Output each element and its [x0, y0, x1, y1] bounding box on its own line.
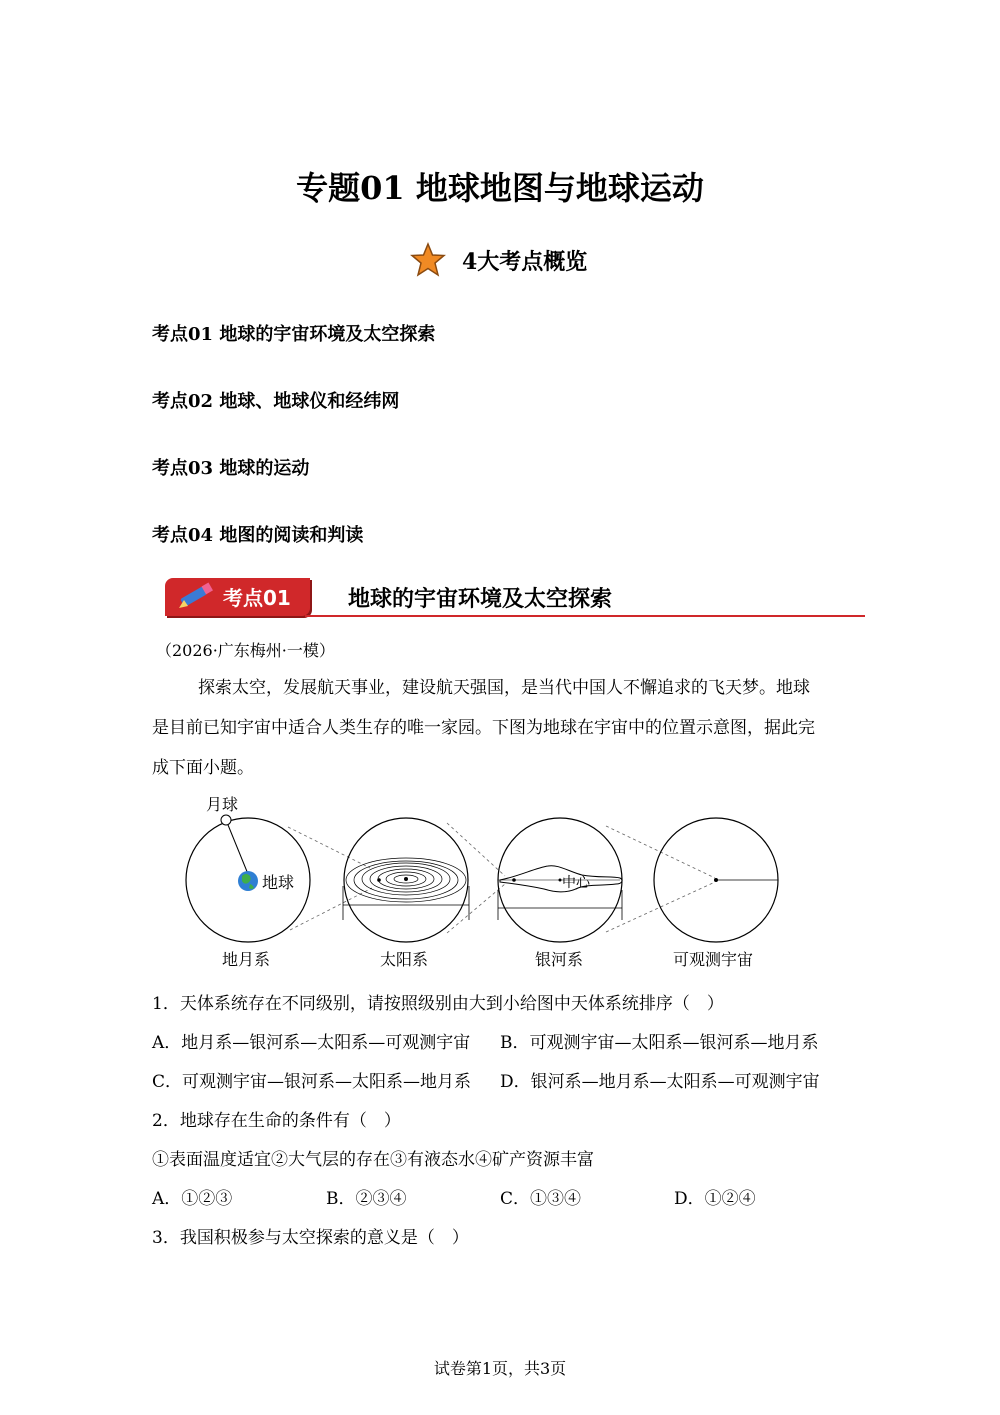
earth-label: 地球: [262, 873, 295, 892]
intro-line-1: 探索太空，发展航天事业，建设航天强国，是当代中国人不懈追求的飞天梦。地球: [198, 678, 810, 698]
intro-line-2: 是目前已知宇宙中适合人类生存的唯一家园。下图为地球在宇宙中的位置示意图，据此完: [152, 718, 815, 738]
question-2-option-a: A．①②③: [152, 1189, 233, 1209]
observable-universe: [654, 818, 778, 942]
overview-header: [410, 240, 587, 280]
question-1-option-d: D．银河系—地月系—太阳系—可观测宇宙: [500, 1072, 820, 1092]
question-source: （2026·广东梅州·一模）: [156, 641, 335, 660]
section-tag: [165, 578, 310, 616]
question-3-stem: 3．我国积极参与太空探索的意义是（ ）: [152, 1228, 469, 1248]
question-1-option-a: A．地月系—银河系—太阳系—可观测宇宙: [152, 1033, 471, 1053]
question-2-option-c: C．①③④: [500, 1189, 582, 1209]
question-2-items: ①表面温度适宜②大气层的存在③有液态水④矿产资源丰富: [152, 1150, 594, 1170]
question-2-option-b: B．②③④: [326, 1189, 407, 1209]
earth-position-diagram: [150, 790, 850, 975]
intro-paragraph: [152, 668, 852, 788]
moon-dot: [221, 815, 231, 825]
pencil-icon: [177, 582, 217, 612]
kaodian-item-1: 考点01 地球的宇宙环境及太空探索: [152, 324, 436, 345]
section-divider: [305, 615, 865, 617]
caption-milky-way: 银河系: [535, 950, 584, 969]
earth-moon-system: [186, 795, 310, 942]
kaodian-item-4: 考点04 地图的阅读和判读: [152, 525, 364, 546]
caption-solar-system: 太阳系: [380, 950, 429, 969]
question-2-option-d: D．①②④: [674, 1189, 756, 1209]
intro-line-3: 成下面小题。: [152, 758, 254, 778]
galaxy-center-label: 中心: [562, 875, 590, 891]
section-heading: 地球的宇宙环境及太空探索: [348, 587, 613, 612]
overview-label: 4大考点概览: [462, 248, 588, 275]
question-1-stem: 1．天体系统存在不同级别，请按照级别由大到小给图中天体系统排序（ ）: [152, 994, 724, 1014]
question-2-stem: 2．地球存在生命的条件有（ ）: [152, 1111, 401, 1131]
kaodian-item-3: 考点03 地球的运动: [152, 458, 310, 479]
moon-label: 月球: [206, 795, 239, 814]
caption-observable-universe: 可观测宇宙: [673, 950, 754, 969]
question-1-option-c: C．可观测宇宙—银河系—太阳系—地月系: [152, 1072, 472, 1092]
milky-way: [498, 818, 622, 942]
question-1-option-b: B．可观测宇宙—太阳系—银河系—地月系: [500, 1033, 819, 1053]
caption-earth-moon: 地月系: [222, 950, 271, 969]
section-tag-label: 考点01: [223, 586, 291, 610]
page-footer: 试卷第1页，共3页: [433, 1359, 567, 1378]
star-icon: [410, 242, 446, 278]
section-banner: [165, 578, 865, 620]
kaodian-item-2: 考点02 地球、地球仪和经纬网: [152, 391, 400, 412]
page-title: 专题01 地球地图与地球运动: [296, 169, 704, 207]
solar-system: [343, 818, 469, 942]
